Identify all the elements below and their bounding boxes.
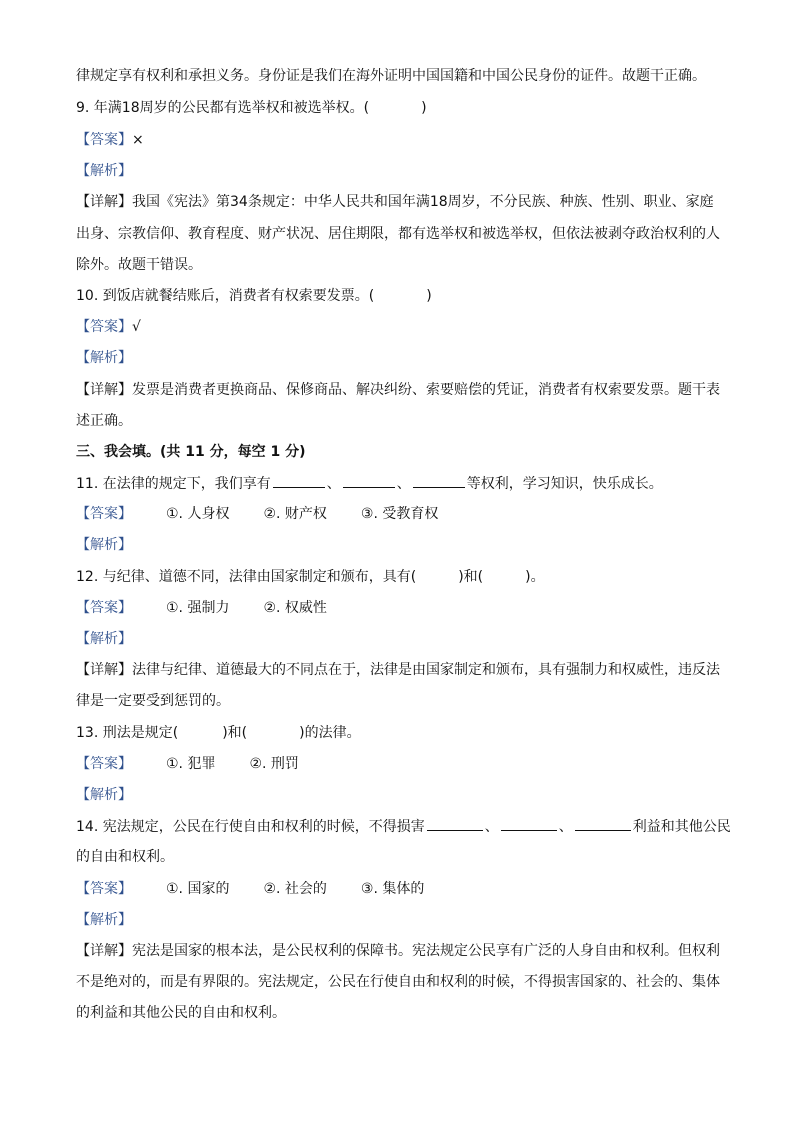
analysis-tag: 【解析】 <box>76 631 132 647</box>
fill-blank <box>501 816 557 831</box>
answer-tag: 【答案】 <box>76 756 132 772</box>
separator: 、 <box>484 819 499 835</box>
question-14-line-2: 的自由和权利。 <box>76 849 174 865</box>
separator: 、 <box>558 819 573 835</box>
question-11-analysis <box>76 535 726 555</box>
answer-item: ③. 集体的 <box>360 881 425 897</box>
answer-item: ①. 人身权 <box>166 506 230 522</box>
question-10-detail-line-2: 述正确。 <box>76 413 132 429</box>
answer-item: ①. 犯罪 <box>166 756 216 772</box>
question-13-analysis <box>76 785 726 805</box>
question-14-stem: 14. 宪法规定，公民在行使自由和权利的时候，不得损害 <box>76 819 425 835</box>
question-14 <box>76 816 731 837</box>
answer-item: ②. 刑罚 <box>249 756 299 772</box>
answer-tag: 【答案】 <box>76 319 132 335</box>
question-9-analysis <box>76 161 726 181</box>
question-12-stem-end: )。 <box>525 569 545 585</box>
detail-text: 法律与纪律、道德最大的不同点在于，法律是由国家制定和颁布，具有强制力和权威性，违反法 <box>132 662 720 678</box>
section-heading: 三、我会填。(共 11 分，每空 1 分) <box>76 444 306 460</box>
answer-tag: 【答案】 <box>76 881 132 897</box>
analysis-tag: 【解析】 <box>76 350 132 366</box>
question-11-answer <box>76 504 726 524</box>
question-13-stem-mid: )和( <box>222 725 248 741</box>
question-9-paren-close: ) <box>421 100 427 116</box>
question-9-answer <box>76 130 726 150</box>
question-14-detail-line-2: 不是绝对的，而是有界限的。宪法规定，公民在行使自由和权利的时候，不得损害国家的、社会的、集体 <box>76 974 720 990</box>
paragraph-continuation: 律规定享有权利和承担义务。身份证是我们在海外证明中国国籍和中国公民身份的证件。故题干正确。 <box>76 68 706 84</box>
analysis-tag: 【解析】 <box>76 912 132 928</box>
question-13-answer <box>76 754 726 774</box>
question-10-answer <box>76 317 726 337</box>
question-10-detail-line-1 <box>76 380 726 400</box>
question-12-stem-mid: )和( <box>458 569 484 585</box>
question-9-detail-line-3: 除外。故题干错误。 <box>76 257 202 273</box>
question-11 <box>76 473 726 494</box>
detail-tag: 【详解】 <box>76 194 132 210</box>
question-14-detail-line-1 <box>76 941 726 961</box>
detail-text: 发票是消费者更换商品、保修商品、解决纠纷、索要赔偿的凭证，消费者有权索要发票。题干表 <box>132 382 720 398</box>
answer-item: ②. 财产权 <box>263 506 327 522</box>
question-14-answer <box>76 879 726 899</box>
question-13-stem: 13. 刑法是规定( <box>76 725 179 741</box>
question-13-stem-end: )的法律。 <box>299 725 361 741</box>
detail-tag: 【详解】 <box>76 943 132 959</box>
detail-text: 我国《宪法》第34条规定：中华人民共和国年满18周岁，不分民族、种族、性别、职业、家庭 <box>132 194 714 210</box>
question-12 <box>76 567 726 587</box>
answer-tag: 【答案】 <box>76 132 132 148</box>
question-9-detail-line-1 <box>76 192 726 212</box>
answer-mark: √ <box>132 319 141 335</box>
answer-tag: 【答案】 <box>76 600 132 616</box>
answer-mark: × <box>132 132 144 148</box>
question-12-analysis <box>76 629 726 649</box>
answer-tag: 【答案】 <box>76 506 132 522</box>
answer-item: ②. 社会的 <box>263 881 327 897</box>
analysis-tag: 【解析】 <box>76 537 132 553</box>
question-14-detail-line-3: 的利益和其他公民的自由和权利。 <box>76 1005 286 1021</box>
question-14-stem-end: 利益和其他公民 <box>632 819 731 835</box>
question-10-analysis <box>76 348 726 368</box>
question-12-stem: 12. 与纪律、道德不同，法律由国家制定和颁布，具有( <box>76 569 417 585</box>
question-14-analysis <box>76 910 726 930</box>
question-9-detail-line-2: 出身、宗教信仰、教育程度、财产状况、居住期限，都有选举权和被选举权，但依法被剥夺政治权利的人 <box>76 226 720 242</box>
answer-item: ②. 权威性 <box>263 600 327 616</box>
answer-item: ①. 国家的 <box>166 881 230 897</box>
question-12-answer <box>76 598 726 618</box>
fill-blank <box>273 473 325 488</box>
detail-tag: 【详解】 <box>76 662 132 678</box>
separator: 、 <box>396 476 411 492</box>
question-10-paren-close: ) <box>426 288 432 304</box>
question-12-detail-line-1 <box>76 660 726 680</box>
fill-blank <box>427 816 483 831</box>
separator: 、 <box>326 476 341 492</box>
fill-blank <box>343 473 395 488</box>
question-10 <box>76 286 726 306</box>
analysis-tag: 【解析】 <box>76 163 132 179</box>
question-12-detail-line-2: 律是一定要受到惩罚的。 <box>76 693 230 709</box>
answer-item: ③. 受教育权 <box>360 506 439 522</box>
detail-text: 宪法是国家的根本法，是公民权利的保障书。宪法规定公民享有广泛的人身自由和权利。但权利 <box>132 943 720 959</box>
answer-item: ①. 强制力 <box>166 600 230 616</box>
fill-blank <box>413 473 465 488</box>
analysis-tag: 【解析】 <box>76 787 132 803</box>
question-10-stem: 10. 到饭店就餐结账后，消费者有权索要发票。( <box>76 288 375 304</box>
detail-tag: 【详解】 <box>76 382 132 398</box>
question-13 <box>76 723 726 743</box>
question-9-stem: 9. 年满18周岁的公民都有选举权和被选举权。( <box>76 100 370 116</box>
question-11-stem-end: 等权利，学习知识，快乐成长。 <box>466 476 663 492</box>
question-11-stem: 11. 在法律的规定下，我们享有 <box>76 476 271 492</box>
question-9 <box>76 98 726 118</box>
fill-blank <box>575 816 631 831</box>
